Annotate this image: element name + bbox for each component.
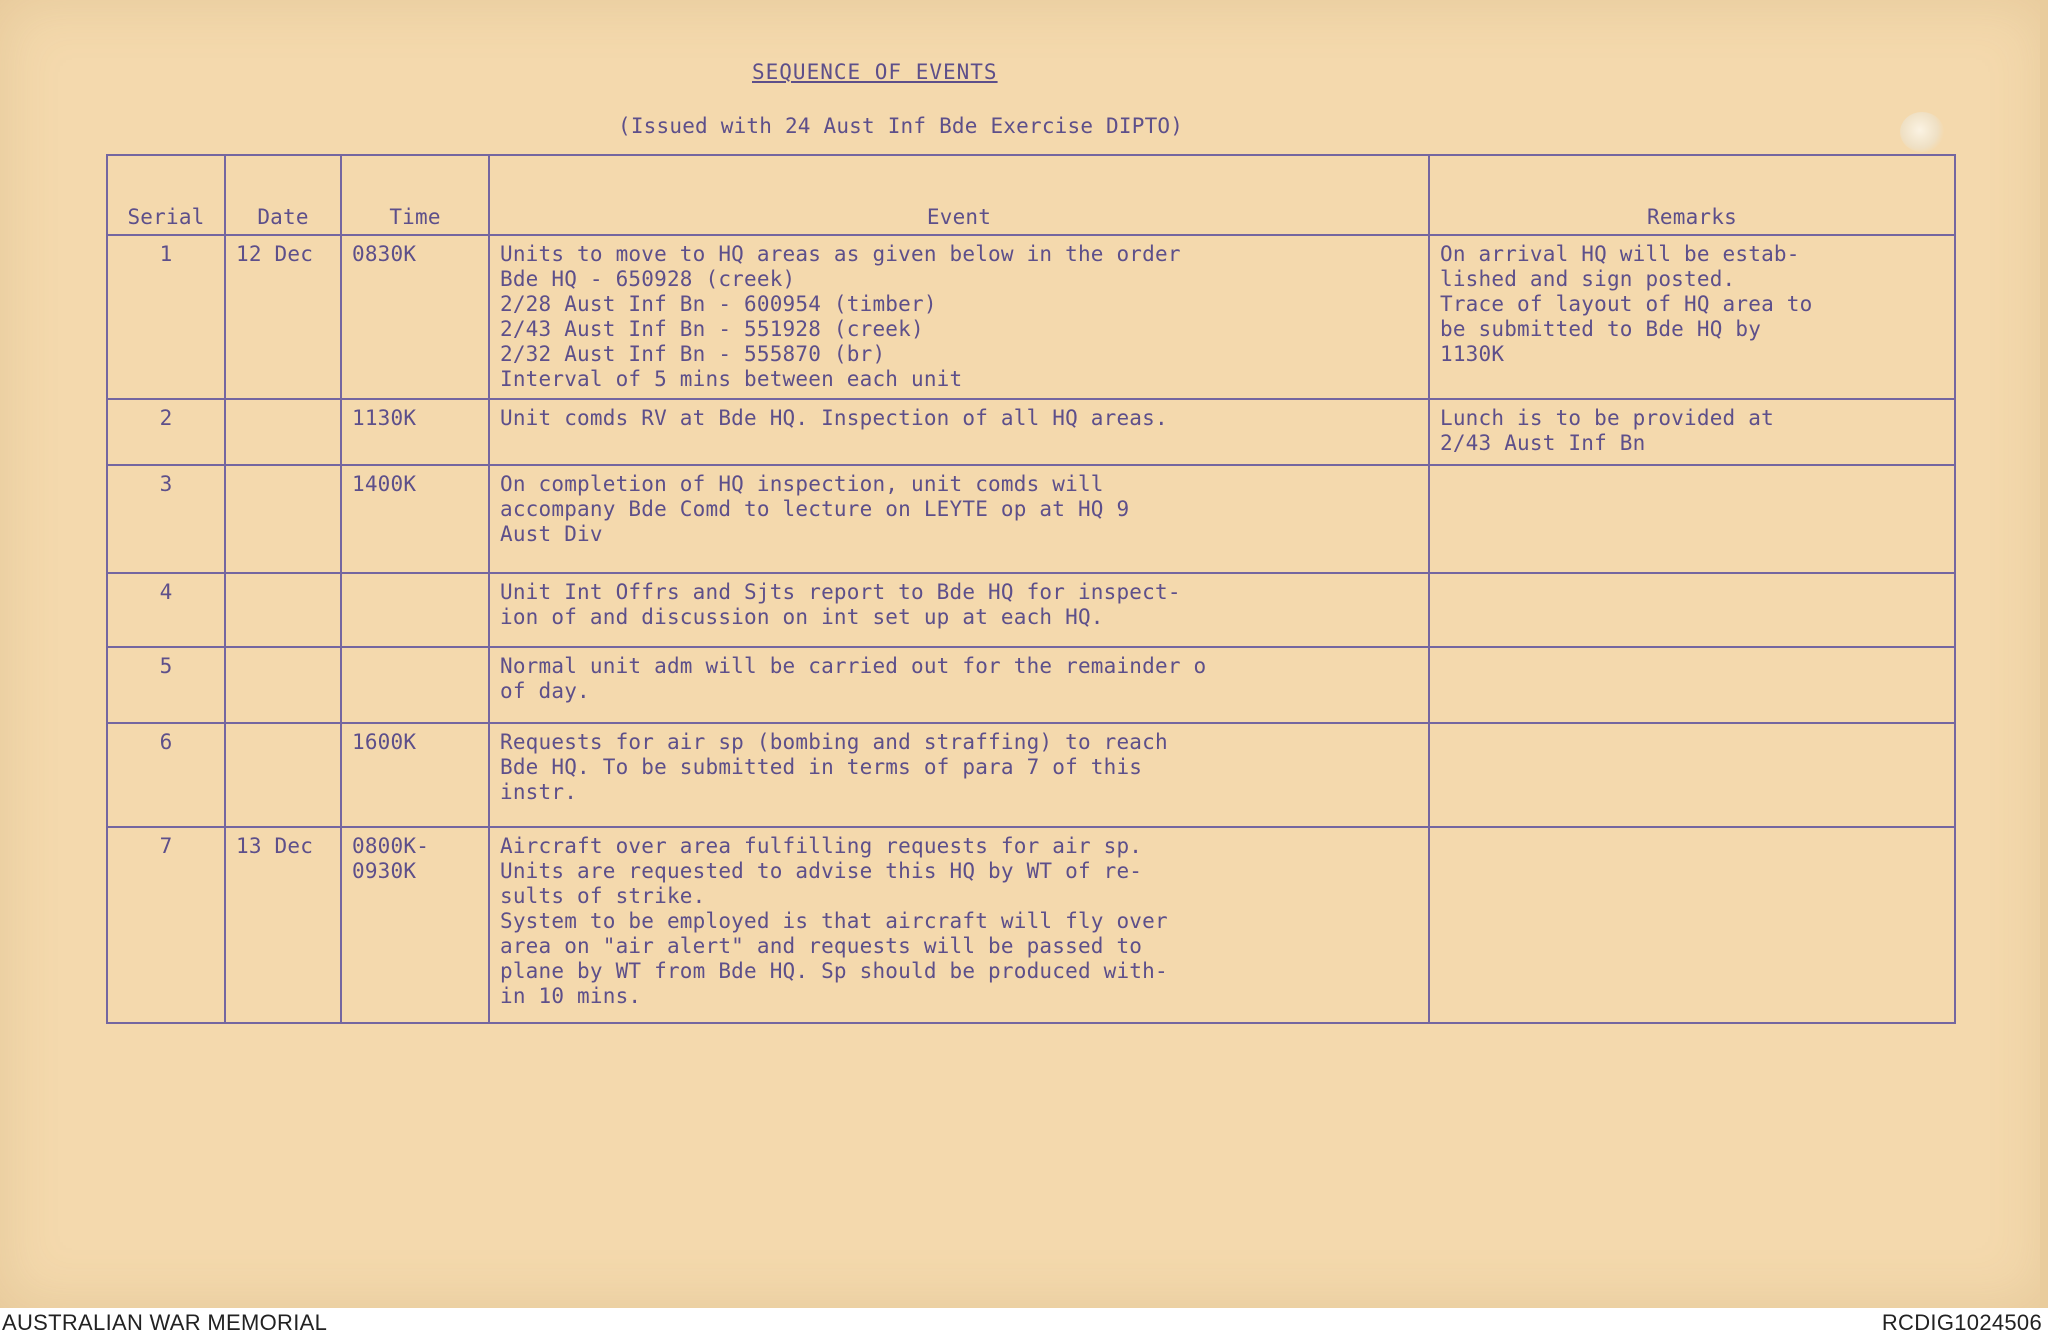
table-header-row	[107, 155, 1955, 235]
sequence-of-events-table-wrap	[106, 154, 1954, 1046]
date-cell: 12 Dec	[225, 235, 341, 399]
remarks-cell: On arrival HQ will be estab- lished and sign posted. Trace of layout of HQ area to be submitted to Bde HQ by 1130K	[1429, 235, 1955, 399]
date-cell	[225, 399, 341, 465]
date-cell	[225, 573, 341, 647]
table-row	[107, 573, 1955, 647]
document-subtitle: (Issued with 24 Aust Inf Bde Exercise DIPTO)	[618, 114, 1184, 138]
date-cell	[225, 465, 341, 573]
serial-cell: 1	[107, 235, 225, 399]
time-cell	[341, 647, 489, 723]
header-remarks: Remarks	[1429, 155, 1955, 235]
time-cell: 1600K	[341, 723, 489, 827]
remarks-cell: Lunch is to be provided at 2/43 Aust Inf Bn	[1429, 399, 1955, 465]
remarks-cell	[1429, 465, 1955, 573]
event-cell: Normal unit adm will be carried out for the remainder o of day.	[489, 647, 1429, 723]
date-cell: 13 Dec	[225, 827, 341, 1023]
table-row	[107, 235, 1955, 399]
remarks-cell	[1429, 647, 1955, 723]
table-row	[107, 827, 1955, 1023]
header-serial: Serial	[107, 155, 225, 235]
serial-cell: 7	[107, 827, 225, 1023]
header-date: Date	[225, 155, 341, 235]
paper-tear-mark	[1900, 112, 1944, 152]
event-cell: On completion of HQ inspection, unit comds will accompany Bde Comd to lecture on LEYTE op at HQ 9 Aust Div	[489, 465, 1429, 573]
event-cell: Units to move to HQ areas as given below in the order Bde HQ - 650928 (creek) 2/28 Aust Inf Bn - 600954 (timber) 2/43 Aust Inf Bn - 551928 (creek) 2/32 Aust Inf Bn - 555870 (br) Interval of 5 mins between each unit	[489, 235, 1429, 399]
remarks-cell	[1429, 827, 1955, 1023]
time-cell: 0830K	[341, 235, 489, 399]
time-cell: 1400K	[341, 465, 489, 573]
time-cell: 0800K- 0930K	[341, 827, 489, 1023]
time-cell	[341, 573, 489, 647]
serial-cell: 3	[107, 465, 225, 573]
table-row	[107, 465, 1955, 573]
date-cell	[225, 647, 341, 723]
sequence-of-events-table	[106, 154, 1956, 1024]
institution-credit: AUSTRALIAN WAR MEMORIAL	[2, 1310, 328, 1335]
event-cell: Unit comds RV at Bde HQ. Inspection of all HQ areas.	[489, 399, 1429, 465]
event-cell: Unit Int Offrs and Sjts report to Bde HQ for inspect- ion of and discussion on int set up at each HQ.	[489, 573, 1429, 647]
document-title: SEQUENCE OF EVENTS	[752, 60, 998, 84]
serial-cell: 4	[107, 573, 225, 647]
event-cell: Requests for air sp (bombing and straffing) to reach Bde HQ. To be submitted in terms of para 7 of this instr.	[489, 723, 1429, 827]
table-row	[107, 647, 1955, 723]
time-cell: 1130K	[341, 399, 489, 465]
table-row	[107, 723, 1955, 827]
record-id: RCDIG1024506	[1881, 1310, 2042, 1335]
event-cell: Aircraft over area fulfilling requests for air sp. Units are requested to advise this HQ by WT of re- sults of strike. System to be employed is that aircraft will fly over area on "air alert" and requests will be passed to plane by WT from Bde HQ. Sp should be produced with- in 10 mins.	[489, 827, 1429, 1023]
header-time: Time	[341, 155, 489, 235]
remarks-cell	[1429, 723, 1955, 827]
serial-cell: 5	[107, 647, 225, 723]
serial-cell: 6	[107, 723, 225, 827]
header-event: Event	[489, 155, 1429, 235]
date-cell	[225, 723, 341, 827]
table-row	[107, 399, 1955, 465]
remarks-cell	[1429, 573, 1955, 647]
serial-cell: 2	[107, 399, 225, 465]
